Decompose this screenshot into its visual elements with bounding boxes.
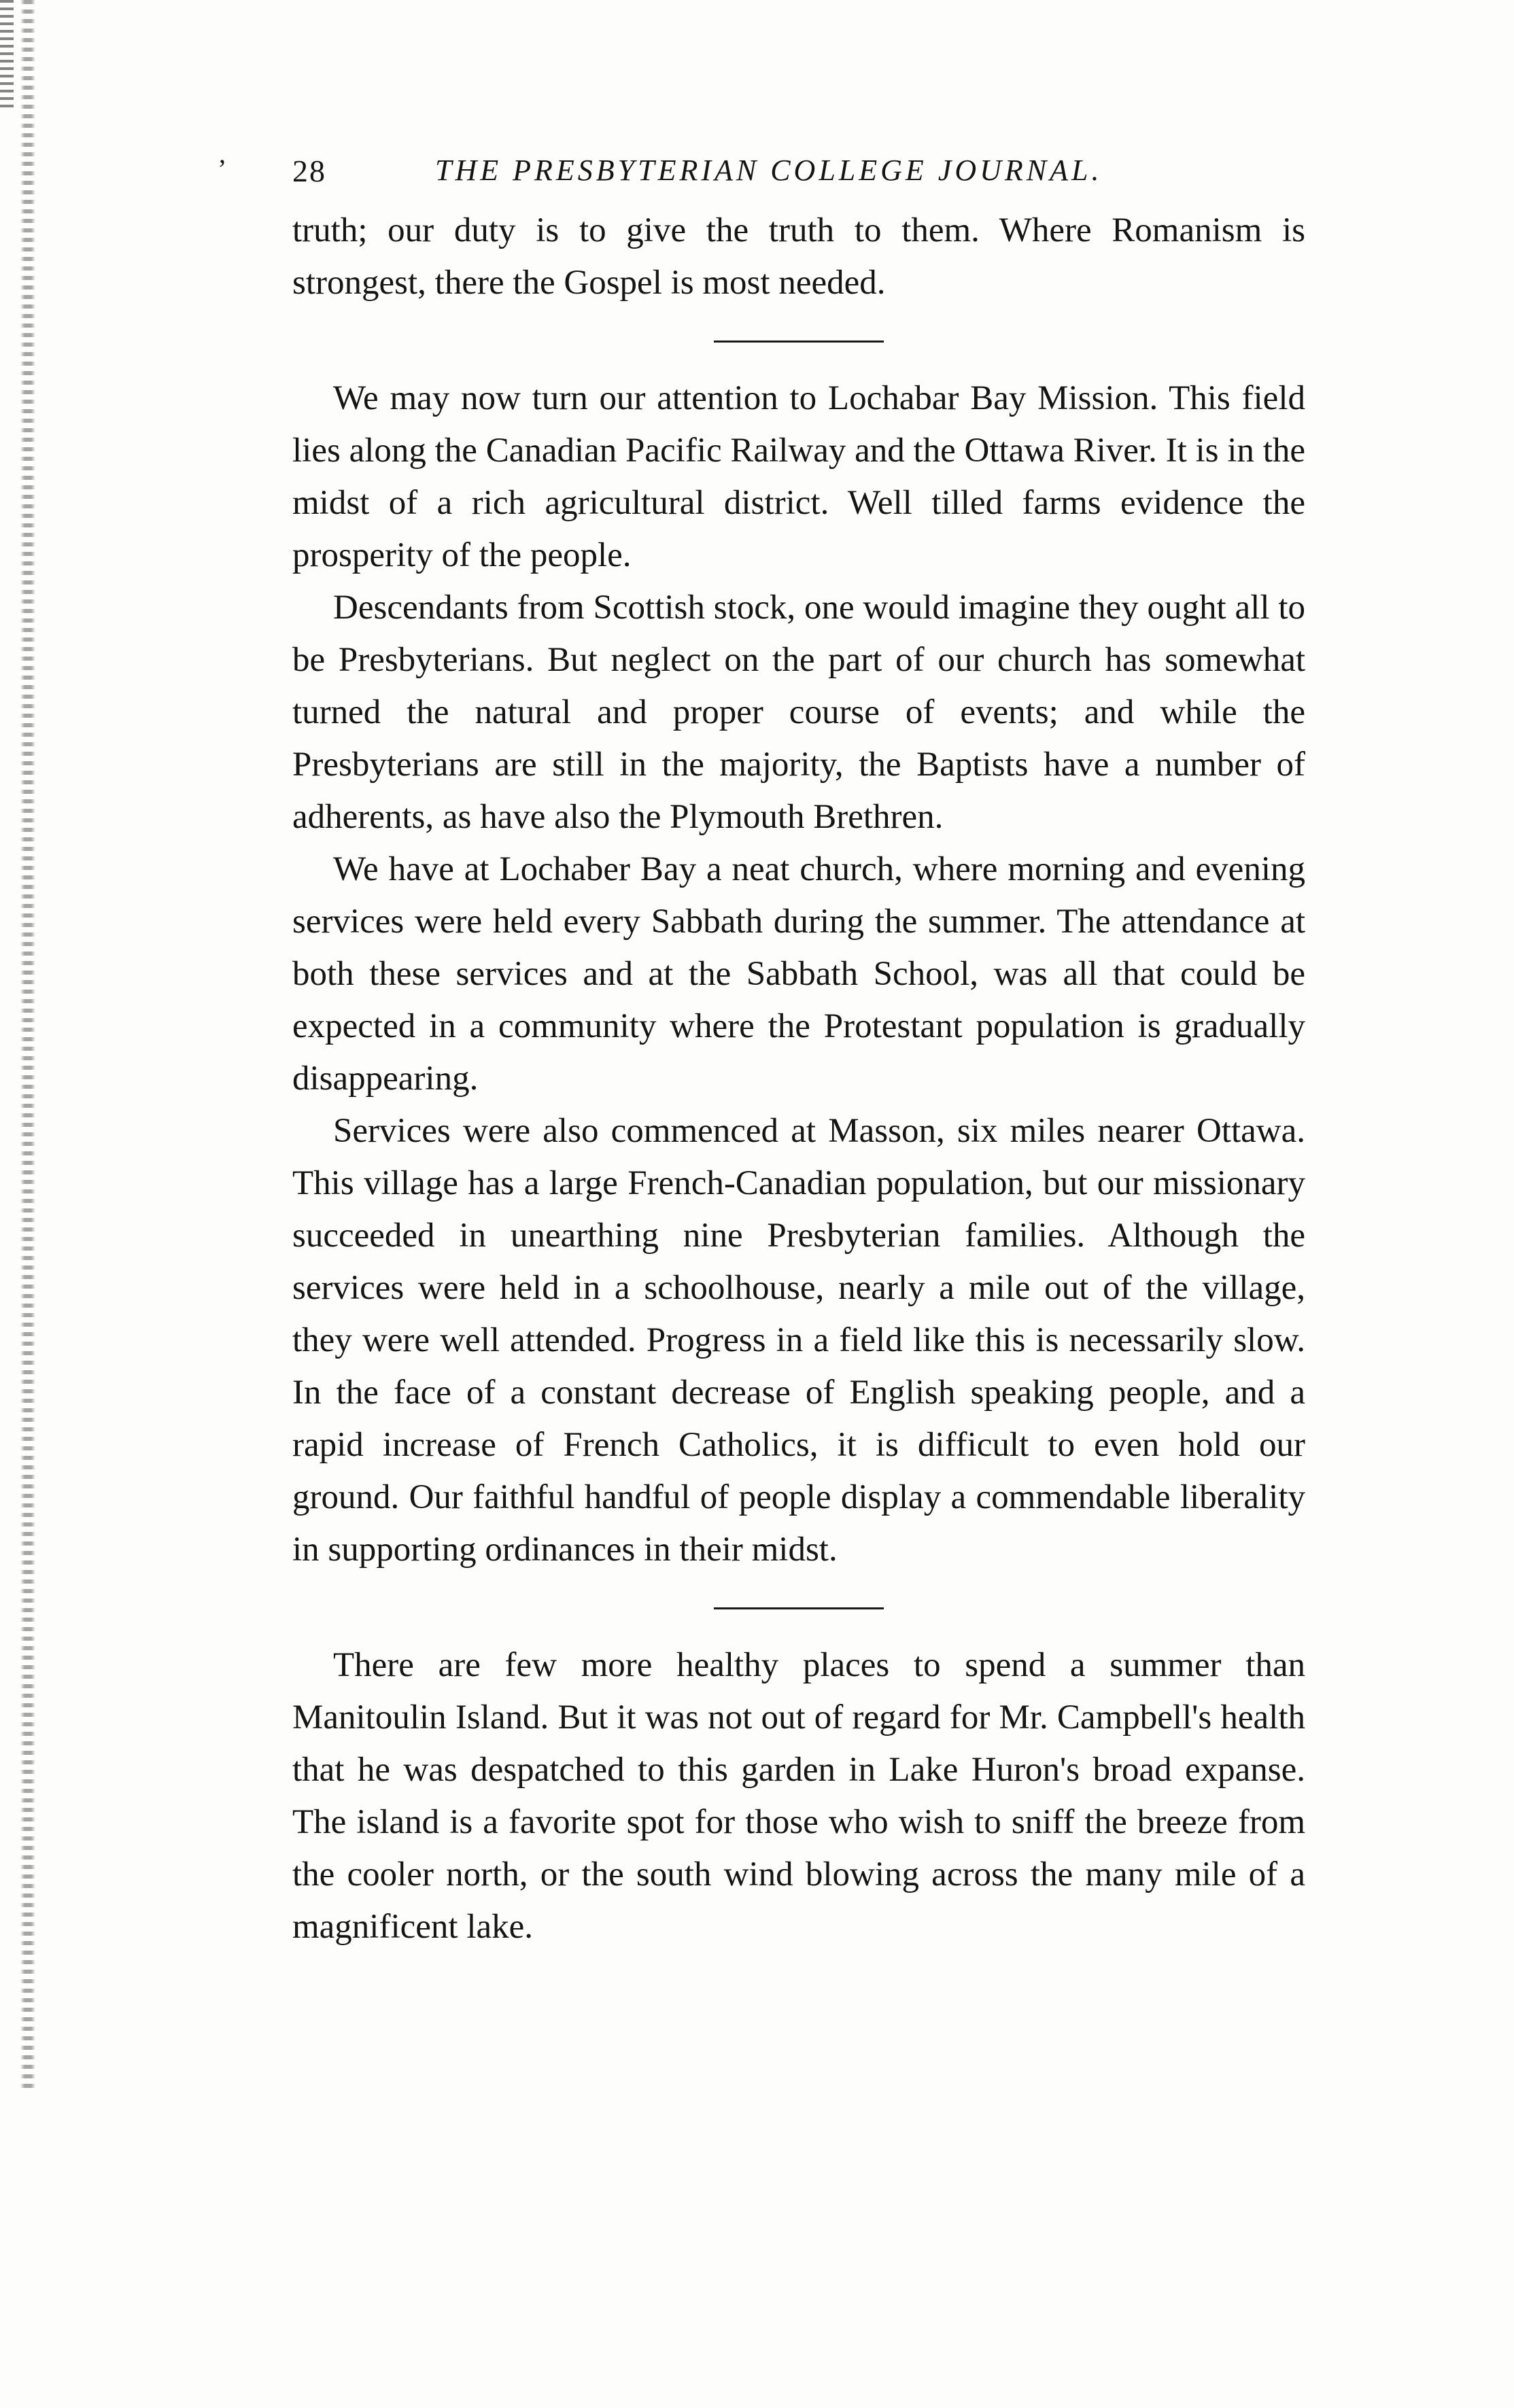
section-divider — [714, 1607, 884, 1609]
paragraph-continuation: truth; our duty is to give the truth to them. Where Romanism is strongest, there the Gospel is most needed. — [292, 211, 1305, 302]
journal-title: THE PRESBYTERIAN COLLEGE JOURNAL. — [435, 154, 1103, 187]
section-divider — [714, 341, 884, 343]
margin-mark: ’ — [218, 154, 230, 184]
paragraph-lochaber-church: We have at Lochaber Bay a neat church, where morning and evening services were held every Sabbath during the summer. The attendance at both these services and at the Sabbath School, was all that could be expected in a community where the Protestant population is gradually disappearing. — [292, 850, 1305, 1098]
article-body — [292, 205, 1305, 1953]
paragraph-lochabar-intro: We may now turn our attention to Lochabar Bay Mission. This field lies along the Canadian Pacific Railway and the Ottawa River. It is in the midst of a rich agricultural district. Well tilled farms evidence the prosperity of the people. — [292, 379, 1305, 574]
paragraph-manitoulin: There are few more healthy places to spend a summer than Manitoulin Island. But it was not out of regard for Mr. Campbell's health that he was despatched to this garden in Lake Huron's broad expanse. The island is a favorite spot for those who wish to sniff the breeze from the cooler north, or the south wind blowing across the many mile of a magnificent lake. — [292, 1646, 1305, 1946]
paragraph-masson: Services were also commenced at Masson, six miles nearer Ottawa. This village has a large French-Canadian population, but our missionary succeeded in unearthing nine Presbyterian families. Although the services were held in a schoolhouse, nearly a mile out of the village, they were well attended. Progress in a field like this is necessarily slow. In the face of a constant decrease of English speaking people, and a rapid increase of French Catholics, it is difficult to even hold our ground. Our faithful handful of people display a commendable liberality in supporting ordinances in their midst. — [292, 1112, 1305, 1569]
paragraph-descendants: Descendants from Scottish stock, one would imagine they ought all to be Presbyterians. But neglect on the part of our church has somewhat turned the natural and proper course of events; and while the Presbyterians are still in the majority, the Baptists have a number of adherents, as have also the Plymouth Brethren. — [292, 589, 1305, 836]
text-column — [218, 139, 1305, 1953]
running-head — [218, 139, 1305, 194]
binding-edge — [0, 0, 41, 2093]
page-number: 28 — [292, 154, 326, 188]
binding-edge-marks — [0, 0, 14, 109]
